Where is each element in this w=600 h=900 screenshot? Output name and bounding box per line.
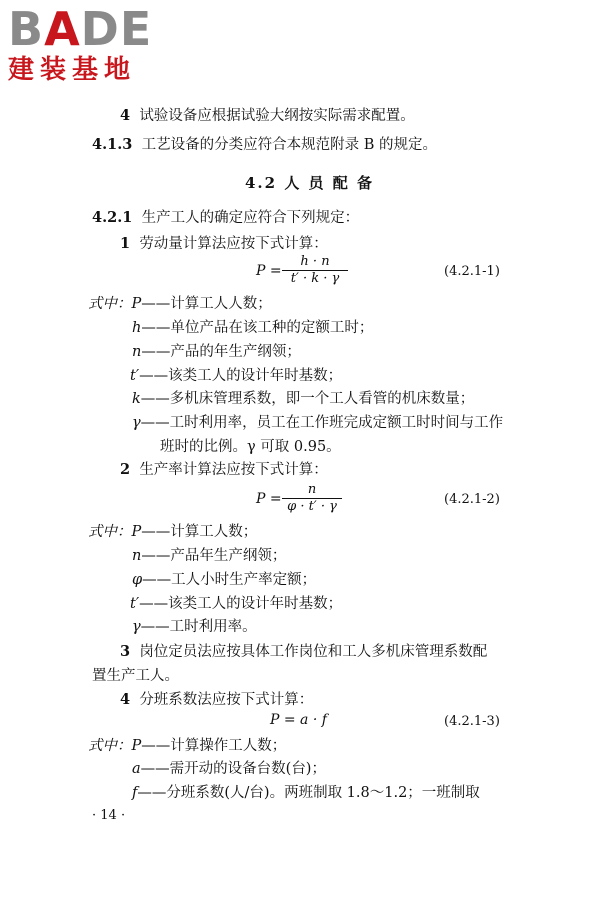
logo-brand: BADE (8, 2, 153, 56)
def1-1: h——单位产品在该工种的定额工时； (132, 320, 374, 336)
clause-4-2-1: 4.2.1 生产工人的确定应符合下列规定： (92, 209, 360, 226)
def3-1: a——需开动的设备台数(台)； (132, 761, 326, 777)
eq2-lhs: P = (256, 491, 282, 507)
clause-4-1-3: 4.1.3 工艺设备的分类应符合本规范附录 B 的规定。 (92, 136, 437, 153)
item-4: 4 分班系数法应按下式计算： (120, 691, 314, 708)
eq1-lhs: P = (256, 263, 282, 279)
eq1-label: (4.2.1-1) (444, 264, 500, 279)
item-2: 2 生产率计算法应按下式计算： (120, 461, 328, 478)
def1-4: k——多机床管理系数，即一个工人看管的机床数量； (132, 391, 475, 407)
def1-0: 式中：P——计算工人人数； (88, 296, 272, 312)
item-3: 3 岗位定员法应按具体工作岗位和工人多机床管理系数配 (120, 643, 488, 660)
eq3-expression: P = a · f (270, 712, 327, 728)
item-3-cont: 置生产工人。 (92, 668, 179, 684)
eq3-label: (4.2.1-3) (444, 714, 500, 729)
def2-4: γ——工时利用率。 (132, 619, 257, 635)
logo-subtitle: 建装基地 (8, 55, 137, 85)
clause-4-line: 4 试验设备应根据试验大纲按实际需求配置。 (120, 107, 415, 124)
def1-5: γ——工时利用率，员工在工作班完成定额工时时间与工作 (132, 415, 504, 431)
eq1-denominator: t′ · k · γ (290, 271, 340, 286)
def3-0: 式中：P——计算操作工人数； (88, 738, 287, 754)
def1-3: t′——该类工人的设计年时基数； (130, 368, 343, 384)
eq2-label: (4.2.1-2) (444, 492, 500, 507)
section-heading: 4.2 人 员 配 备 (245, 174, 374, 192)
def2-0: 式中：P——计算工人数； (88, 524, 258, 540)
def2-3: t′——该类工人的设计年时基数； (130, 596, 343, 612)
def1-2: n——产品的年生产纲领； (132, 344, 301, 360)
eq1-numerator: h · n (282, 254, 348, 271)
page-number: · 14 · (92, 808, 126, 823)
eq2-denominator: φ · t′ · γ (287, 499, 337, 514)
def1-6: 班时的比例。γ 可取 0.95。 (160, 439, 341, 455)
def3-2: f——分班系数(人/台)。两班制取 1.8～1.2；一班制取 (132, 785, 480, 801)
item-1: 1 劳动量计算法应按下式计算： (120, 235, 328, 252)
def2-1: n——产品年生产纲领； (132, 548, 287, 564)
logo (8, 2, 178, 86)
eq1-fraction (282, 254, 348, 287)
eq2-fraction (282, 482, 342, 515)
eq2-numerator: n (282, 482, 342, 499)
def2-2: φ——工人小时生产率定额； (132, 572, 317, 588)
